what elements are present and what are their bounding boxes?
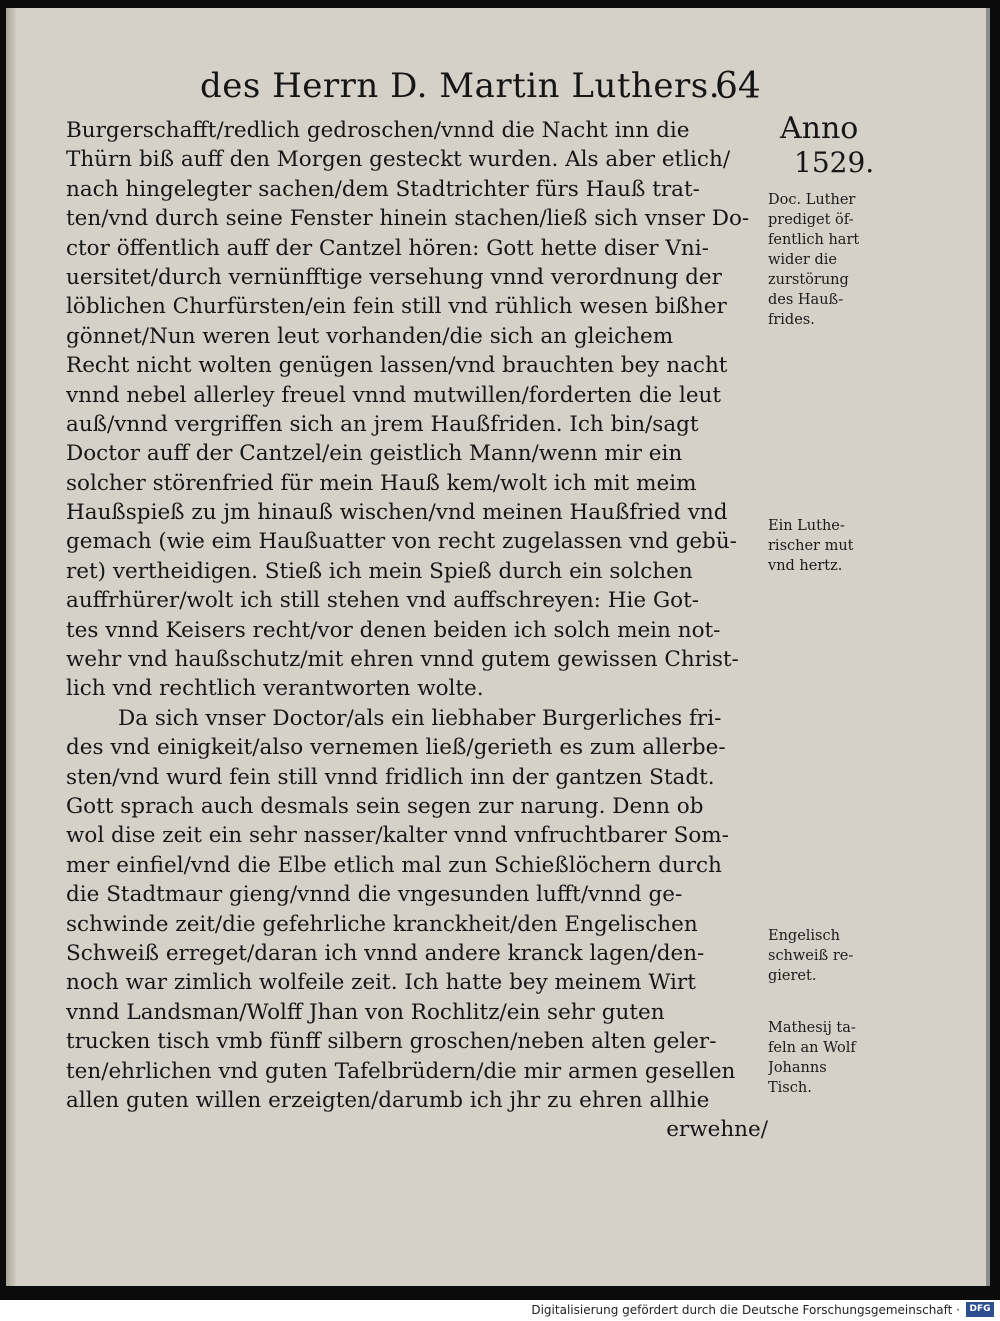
margin-year-word: Anno — [780, 111, 859, 146]
margin-note-luther-preaching — [768, 190, 898, 330]
text-line: ret) vertheidigen. Stieß ich mein Spieß durch ein solchen — [66, 558, 693, 584]
margin-year-number: 1529. — [794, 146, 875, 179]
margin-note-line: frides. — [768, 312, 815, 328]
text-line: lich vnd rechtlich verantworten wolte. — [66, 676, 484, 702]
body-text — [66, 116, 768, 1145]
margin-note-line: fentlich hart — [768, 232, 860, 248]
text-line: Haußspieß zu jm hinauß wischen/vnd meinen Haußfried vnd — [66, 500, 728, 526]
text-line: sten/vnd wurd fein still vnnd fridlich inn der gantzen Stadt. — [66, 764, 715, 790]
text-line: tes vnnd Keisers recht/vor denen beiden ich solch mein not- — [66, 617, 721, 643]
text-line: auffrhürer/wolt ich still stehen vnd auffschreyen: Hie Got- — [66, 588, 699, 614]
text-line: auß/vnnd vergriffen sich an jrem Haußfriden. Ich bin/sagt — [66, 411, 699, 437]
text-line: Doctor auff der Cantzel/ein geistlich Mann/wenn mir ein — [66, 441, 683, 467]
margin-note-line: Doc. Luther — [768, 192, 856, 208]
text-line: vnnd nebel allerley freuel vnnd mutwillen/forderten die leut — [66, 382, 722, 408]
text-line: ten/vnd durch seine Fenster hinein stachen/ließ sich vnser Do- — [66, 206, 750, 232]
margin-note-mathesius-table — [768, 1018, 898, 1098]
text-line: des vnd einigkeit/also vernemen ließ/gerieth es zum allerbe- — [66, 735, 726, 761]
margin-note-line: prediget öf- — [768, 212, 854, 228]
text-line: Schweiß erreget/daran ich vnnd andere kranck lagen/den- — [66, 940, 705, 966]
margin-note-lutheran-courage — [768, 516, 898, 576]
text-line: wehr vnd haußschutz/mit ehren vnnd gutem gewissen Christ- — [66, 647, 739, 673]
paragraph-start-line: Da sich vnser Doctor/als ein liebhaber Burgerliches fri- — [118, 705, 722, 731]
margin-note-line: Tisch. — [768, 1080, 812, 1096]
text-line: ctor öffentlich auff der Cantzel hören: Gott hette diser Vni- — [66, 235, 709, 261]
text-line: Gott sprach auch desmals sein segen zur narung. Denn ob — [66, 793, 704, 819]
text-line: wol dise zeit ein sehr nasser/kalter vnnd vnfruchtbarer Som- — [66, 823, 729, 849]
text-line: löblichen Churfürsten/ein fein still vnd rühlich wesen bißher — [66, 294, 727, 320]
margin-note-line: Mathesij ta- — [768, 1020, 856, 1036]
text-line: ten/ehrlichen vnd guten Tafelbrüdern/die mir armen gesellen — [66, 1058, 736, 1084]
margin-note-line: gieret. — [768, 968, 817, 984]
text-line: solcher störenfried für mein Hauß kem/wolt ich mit meim — [66, 470, 697, 496]
margin-note-line: Johanns — [768, 1060, 827, 1076]
margin-note-line: Ein Luthe- — [768, 518, 845, 534]
margin-note-line: feln an Wolf — [768, 1040, 856, 1056]
text-line: nach hingelegter sachen/dem Stadtrichter fürs Hauß trat- — [66, 176, 700, 202]
text-line: schwinde zeit/die gefehrliche kranckheit/den Engelischen — [66, 911, 698, 937]
margin-note-line: schweiß re- — [768, 948, 854, 964]
dfg-logo: DFG — [966, 1302, 994, 1317]
footer-bar — [0, 1300, 1000, 1321]
text-line: allen guten willen erzeigten/darumb ich jhr zu ehren allhie — [66, 1087, 710, 1113]
margin-note-line: des Hauß- — [768, 292, 844, 308]
margin-note-line: zurstörung — [768, 272, 849, 288]
margin-year — [780, 112, 900, 180]
page-gutter — [6, 8, 16, 1286]
margin-note-line: rischer mut — [768, 538, 854, 554]
text-line: gemach (wie eim Haußuatter von recht zugelassen vnd gebü- — [66, 529, 737, 555]
text-line: Recht nicht wolten genügen lassen/vnd brauchten bey nacht — [66, 353, 728, 379]
margin-note-english-sweat — [768, 926, 898, 986]
funding-credit: Digitalisierung gefördert durch die Deutsche Forschungsgemeinschaft · — [531, 1303, 960, 1317]
margin-note-line: vnd hertz. — [768, 558, 843, 574]
text-line: trucken tisch vmb fünff silbern groschen/neben alten geler- — [66, 1029, 717, 1055]
margin-note-line: wider die — [768, 252, 837, 268]
text-line: uersitet/durch vernünfftige versehung vnnd verordnung der — [66, 264, 722, 290]
page-number: 64 — [715, 66, 761, 107]
text-line: die Stadtmaur gieng/vnnd die vngesunden lufft/vnnd ge- — [66, 882, 683, 908]
text-line: mer einfiel/vnd die Elbe etlich mal zun Schießlöchern durch — [66, 852, 722, 878]
text-line: Burgerschafft/redlich gedroschen/vnnd die Nacht inn die — [66, 118, 690, 143]
text-line: noch war zimlich wolfeile zeit. Ich hatte bey meinem Wirt — [66, 970, 696, 996]
running-head: des Herrn D. Martin Luthers. — [200, 66, 721, 106]
text-line: Thürn biß auff den Morgen gesteckt wurden. Als aber etlich/ — [66, 147, 731, 173]
text-line: gönnet/Nun weren leut vorhanden/die sich an gleichem — [66, 323, 674, 349]
catchword: erwehne/ — [666, 1117, 768, 1143]
margin-note-line: Engelisch — [768, 928, 840, 944]
text-line: vnnd Landsman/Wolff Jhan von Rochlitz/ein sehr guten — [66, 999, 665, 1025]
